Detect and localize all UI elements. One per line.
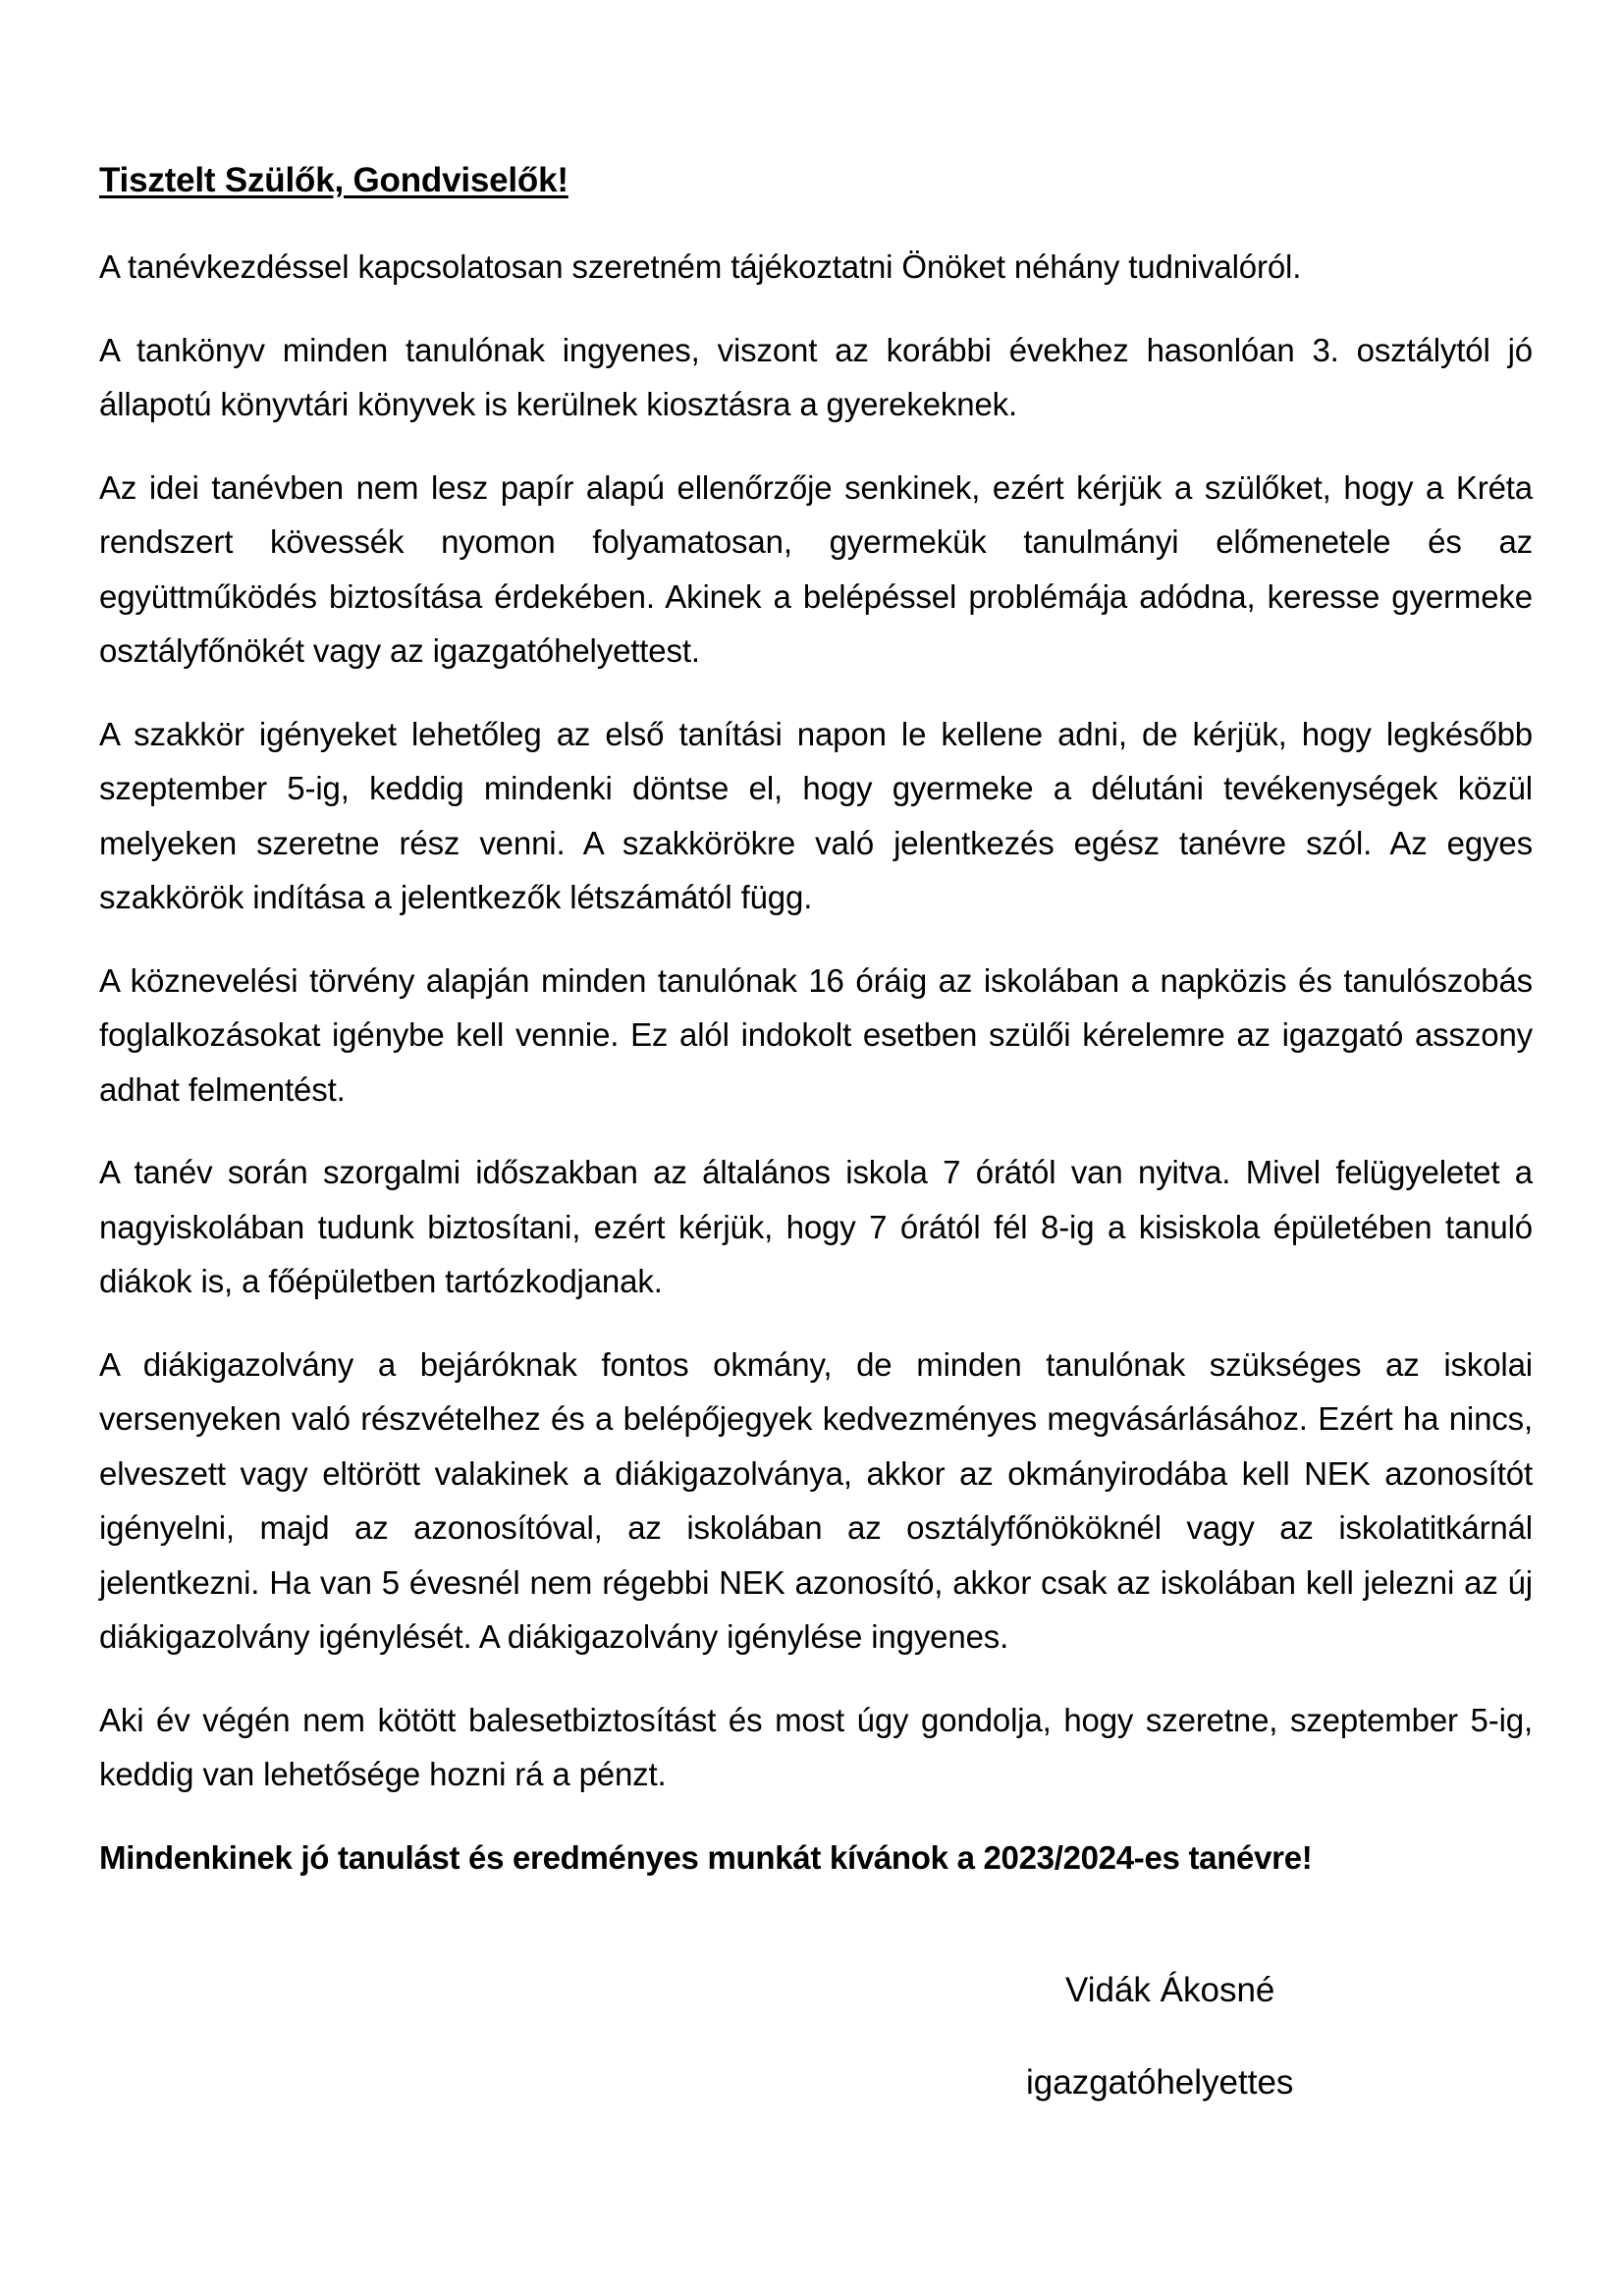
paragraph-afterschool: A köznevelési törvény alapján minden tanulónak 16 óráig az iskolában a napközis és tanulószobás foglalkozásokat igénybe kell vennie. Ez alól indokolt esetben szülői kérelemre az igazgató asszony adhat felmentést.: [99, 961, 1533, 1108]
paragraph-intro: A tanévkezdéssel kapcsolatosan szeretném tájékoztatni Önöket néhány tudnivalóról.: [99, 248, 1302, 285]
paragraph-clubs: A szakkör igényeket lehetőleg az első tanítási napon le kellene adni, de kérjük, hogy legkésőbb szeptember 5-ig, keddig mindenki döntse el, hogy gyermeke a délutáni tevékenységek közül melyeken szeretne rész venni. A szakkörökre való jelentkezés egész tanévre szól. Az egyes szakkörök indítása a jelentkezők létszámától függ.: [99, 715, 1533, 915]
signature-name: Vidák Ákosné: [1065, 1971, 1275, 2009]
letter-body: [99, 157, 1533, 1885]
letter-closing: Mindenkinek jó tanulást és eredményes munkát kívánok a 2023/2024-es tanévre!: [99, 1838, 1313, 1876]
paragraph-insurance: Aki év végén nem kötött balesetbiztosítást és most úgy gondolja, hogy szeretne, szeptember 5-ig, keddig van lehetősége hozni rá a pénzt.: [99, 1701, 1533, 1792]
signature-block: [1026, 1966, 1419, 2107]
letter-greeting: Tisztelt Szülők, Gondviselők!: [99, 161, 568, 199]
paragraph-kreta: Az idei tanévben nem lesz papír alapú ellenőrzője senkinek, ezért kérjük a szülőket, hogy a Kréta rendszert kövessék nyomon folyamatosan, gyermekük tanulmányi előmenetele és az együttműködés biztosítása érdekében. Akinek a belépéssel problémája adódna, keresse gyermeke osztályfőnökét vagy az igazgatóhelyettest.: [99, 468, 1533, 669]
paragraph-opening-hours: A tanév során szorgalmi időszakban az általános iskola 7 órától van nyitva. Mivel felügyeletet a nagyiskolában tudunk biztosítani, ezért kérjük, hogy 7 órától fél 8-ig a kisiskola épületében tanuló diákok is, a főépületben tartózkodjanak.: [99, 1154, 1533, 1299]
paragraph-student-id: A diákigazolvány a bejáróknak fontos okmány, de minden tanulónak szükséges az iskolai versenyeken való részvételhez és a belépőjegyek kedvezményes megvásárlásához. Ezért ha nincs, elveszett vagy eltörött valakinek a diákigazolványa, akkor az okmányirodába kell NEK azonosítót igényelni, majd az azonosítóval, az iskolában az osztályfőnököknél vagy az iskolatitkárnál jelentkezni. Ha van 5 évesnél nem régebbi NEK azonosító, akkor csak az iskolában kell jelezni az új diákigazolvány igénylését. A diákigazolvány igénylése ingyenes.: [99, 1345, 1533, 1655]
signature-title: igazgatóhelyettes: [1026, 2063, 1294, 2102]
paragraph-textbooks: A tankönyv minden tanulónak ingyenes, viszont az korábbi évekhez hasonlóan 3. osztálytól jó állapotú könyvtári könyvek is kerülnek kiosztásra a gyerekeknek.: [99, 331, 1533, 422]
